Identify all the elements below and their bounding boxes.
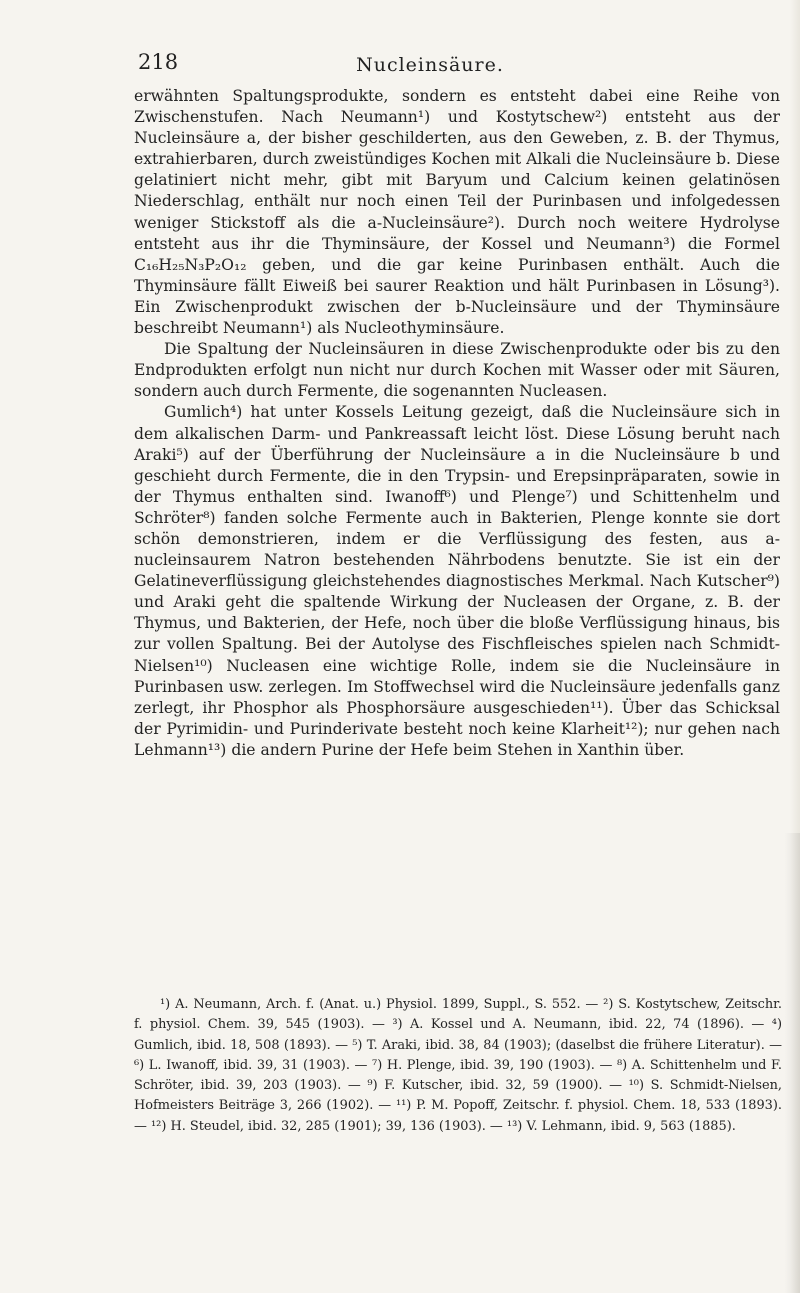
page-number: 218 [138,50,179,74]
paragraph-1: erwähnten Spaltungsprodukte, sondern es entsteht dabei eine Reihe von Zwischenstufen. Nach Neumann¹) und Kostytschew²) entsteht aus der Nucleinsäure a, der bisher geschilderten, aus den Geweben, z. B. der Thymus, extrahierbaren, durch zweistündiges Kochen mit Alkali die Nucleinsäure b. Diese gelatiniert nicht mehr, gibt mit Baryum und Calcium keinen gelatinösen Niederschlag, enthält nur noch einen Teil der Purinbasen und infolgedessen weniger Stickstoff als die a-Nucleinsäure²). Durch noch weitere Hydrolyse entsteht aus ihr die Thyminsäure, der Kossel und Neumann³) die Formel C₁₆H₂₅N₃P₂O₁₂ geben, und die gar keine Purinbasen enthält. Auch die Thyminsäure fällt Eiweiß bei saurer Reaktion und hält Purinbasen in Lösung³). Ein Zwischenprodukt zwischen der b-Nucleinsäure und der Thyminsäure beschreibt Neumann¹) als Nucleothyminsäure. [134,87,780,338]
footnotes-text: ¹) A. Neumann, Arch. f. (Anat. u.) Physiol. 1899, Suppl., S. 552. — ²) S. Kostytschew, Zeitschr. f. physiol. Chem. 39, 545 (1903). — ³) A. Kossel und A. Neumann, ibid. 22, 74 (1896). — ⁴) Gumlich, ibid. 18, 508 (1893). — ⁵) T. Araki, ibid. 38, 84 (1903); (daselbst die frühere Literatur). — ⁶) L. Iwanoff, ibid. 39, 31 (1903). — ⁷) H. Plenge, ibid. 39, 190 (1903). — ⁸) A. Schittenhelm und F. Schröter, ibid. 39, 203 (1903). — ⁹) F. Kutscher, ibid. 32, 59 (1900). — ¹⁰) S. Schmidt-Nielsen, Hofmeisters Beiträge 3, 266 (1902). — ¹¹) P. M. Popoff, Zeitschr. f. physiol. Chem. 18, 533 (1893). — ¹²) H. Steudel, ibid. 32, 285 (1901); 39, 136 (1903). — ¹³) V. Lehmann, ibid. 9, 563 (1885). [134,997,782,1134]
running-title: Nucleinsäure. [356,54,504,76]
paragraph-3: Gumlich⁴) hat unter Kossels Leitung gezeigt, daß die Nucleinsäure sich in dem alkalischen Darm- und Pankreassaft leicht löst. Diese Lösung beruht nach Araki⁵) auf der Überführung der Nucleinsäure a in die Nucleinsäure b und geschieht durch Fermente, die in den Trypsin- und Erepsinpräparaten, sowie in der Thymus enthalten sind. Iwanoff⁶) und Plenge⁷) und Schittenhelm und Schröter⁸) fanden solche Fermente auch in Bakterien, Plenge konnte sie dort schön demonstrieren, indem er die Verflüssigung des festen, aus a-nucleinsaurem Natron bestehenden Nährbodens benutzte. Sie ist ein der Gelatineverflüssigung gleichstehendes diagnostisches Merkmal. Nach Kutscher⁹) und Araki geht die spaltende Wirkung der Nucleasen der Organe, z. B. der Thymus, und Bakterien, der Hefe, noch über die bloße Verflüssigung hinaus, bis zur vollen Spaltung. Bei der Autolyse des Fischfleisches spielen nach Schmidt-Nielsen¹⁰) Nucleasen eine wichtige Rolle, indem sie die Nucleinsäure in Purinbasen usw. zerlegen. Im Stoffwechsel wird die Nucleinsäure jedenfalls ganz zerlegt, ihr Phosphor als Phosphorsäure ausgeschieden¹¹). Über das Schicksal der Pyrimidin- und Purinderivate besteht noch keine Klarheit¹²); nur gehen nach Lehmann¹³) die andern Purine der Hefe beim Stehen in Xanthin über. [134,403,780,759]
page-shadow [784,833,800,1293]
main-text [134,86,780,761]
paragraph-2: Die Spaltung der Nucleinsäuren in diese Zwischenprodukte oder bis zu den Endprodukten erfolgt nun nicht nur durch Kochen mit Wasser oder mit Säuren, sondern auch durch Fermente, die sogenannten Nucleasen. [134,340,780,401]
footnotes [134,995,782,1137]
